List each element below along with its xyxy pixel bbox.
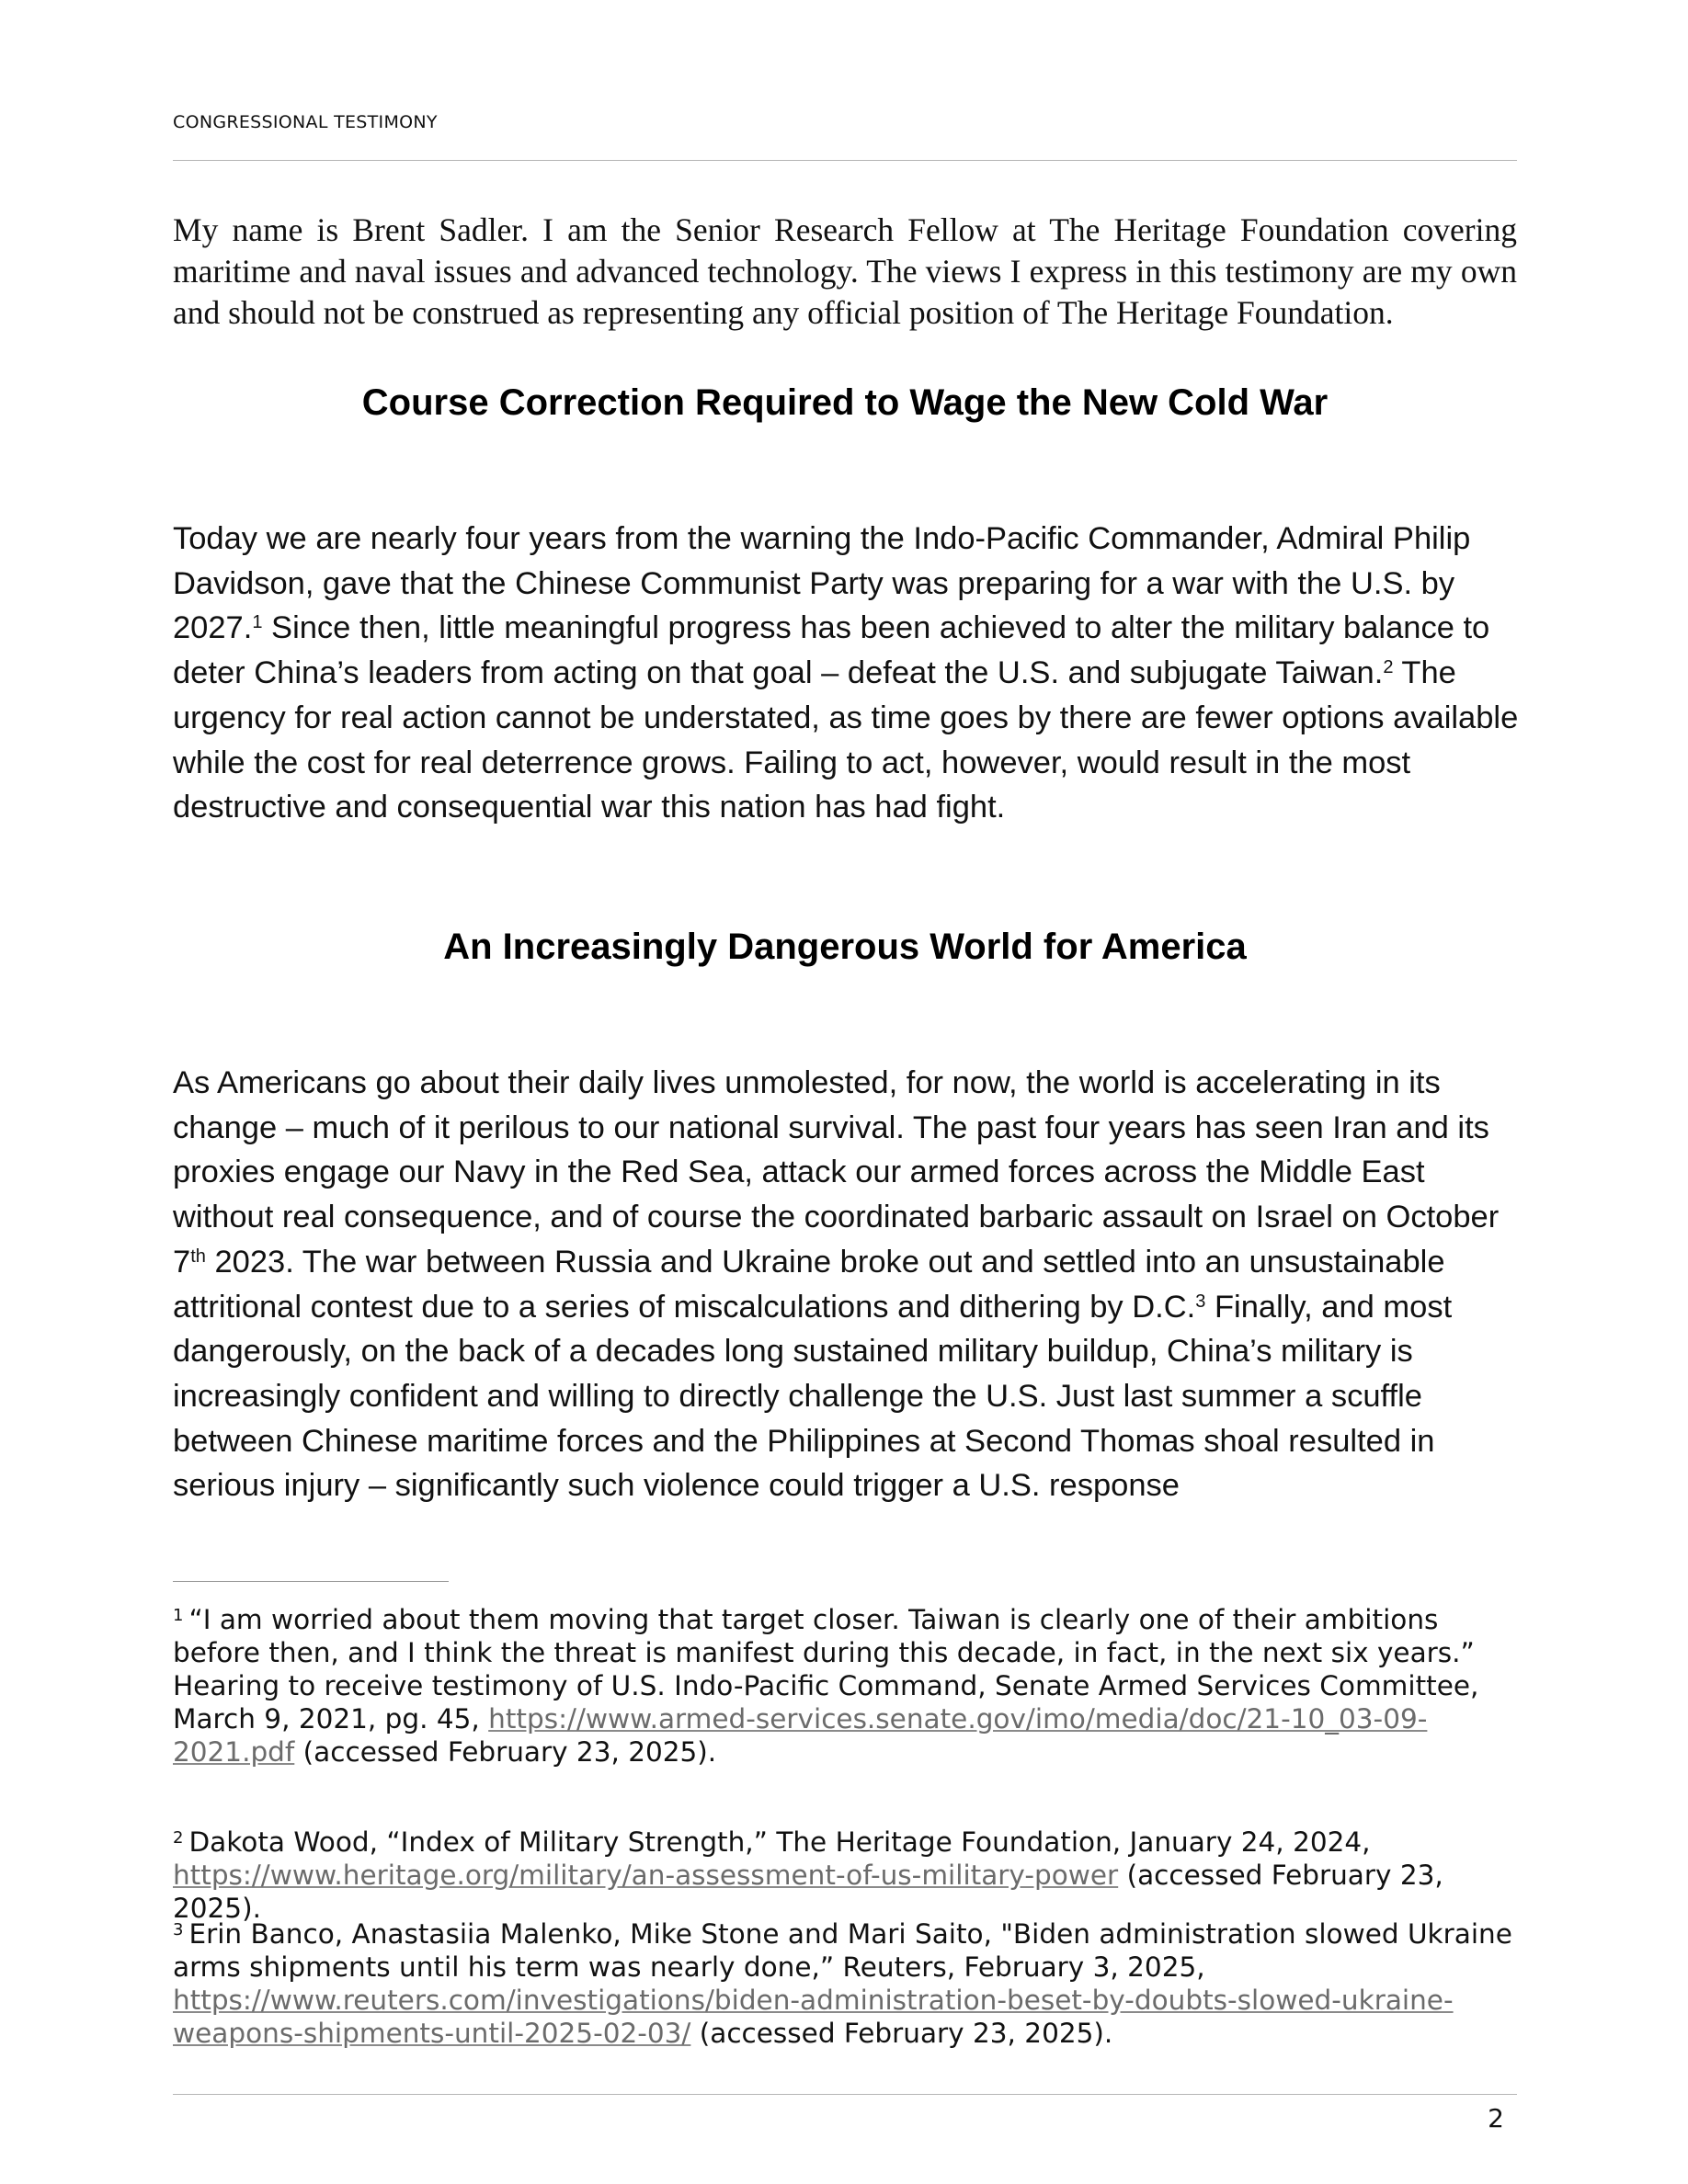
paragraph-text: As Americans go about their daily lives unmolested, for now, the world is accelerating in its change – much of it perilous to our national survival. The past four years has seen Iran and its proxies engage our Navy in the Red Sea, attack our armed forces across the Middle East without real consequence, and of course the coordinated barbaric assault on Israel on October 7 — [173, 1065, 1500, 1280]
footnote-number: 1 — [173, 1606, 184, 1625]
ordinal-suffix: th — [190, 1246, 206, 1267]
footnote-tail: (accessed February 23, 2025). — [173, 1860, 1443, 1924]
running-header: CONGRESSIONAL TESTIMONY — [173, 112, 438, 132]
footer-divider — [173, 2094, 1517, 2095]
footnote-1 — [173, 1603, 1524, 1769]
paragraph-text: Finally, and most dangerously, on the back of a decades long sustained military buildup, China’s military is increasingly confident and willing to directly challenge the U.S. Just last summer a scuffle between Chinese maritime forces and the Philippines at Second Thomas shoal resulted in serious injury – significantly such violence could trigger a U.S. response — [173, 1289, 1453, 1504]
footnote-tail: (accessed February 23, 2025). — [294, 1736, 717, 1768]
section-paragraph-dangerous-world — [173, 1061, 1524, 1508]
footnote-3 — [173, 1917, 1524, 2050]
paragraph-text: 2023. The war between Russia and Ukraine broke out and settled into an unsustainable attritional contest due to a series of miscalculations and dithering by D.C. — [173, 1244, 1445, 1325]
footnote-link[interactable]: https://www.reuters.com/investigations/biden-administration-beset-by-doubts-slowed-ukraine-weapons-shipments-until-2025-02-03/ — [173, 1985, 1454, 2049]
paragraph-text: Today we are nearly four years from the warning the Indo-Pacific Commander, Admiral Philip Davidson, gave that the Chinese Communist Party was preparing for a war with the U.S. by 2027. — [173, 521, 1471, 646]
footnote-2 — [173, 1826, 1524, 1925]
intro-paragraph: My name is Brent Sadler. I am the Senior Research Fellow at The Heritage Foundation covering maritime and naval issues and advanced technology. The views I express in this testimony are my own and should not be construed as representing any official position of The Heritage Foundation. — [173, 211, 1517, 331]
footnote-separator — [173, 1581, 449, 1582]
footnote-text: Erin Banco, Anastasiia Malenko, Mike Stone and Mari Saito, "Biden administration slowed Ukraine arms shipments until his term was nearly done,” Reuters, February 3, 2025, — [173, 1918, 1512, 1983]
paragraph-text: The urgency for real action cannot be understated, as time goes by there are fewer options available while the cost for real deterrence grows. Failing to act, however, would result in the most destructive and consequential war this nation has had fight. — [173, 655, 1519, 825]
footnote-link[interactable]: https://www.heritage.org/military/an-assessment-of-us-military-power — [173, 1860, 1119, 1891]
footnote-number: 3 — [173, 1920, 184, 1939]
footnote-link[interactable]: https://www.armed-services.senate.gov/imo/media/doc/21-10_03-09-2021.pdf — [173, 1703, 1428, 1768]
page-number: 2 — [1488, 2103, 1504, 2133]
footnote-text: “I am worried about them moving that target closer. Taiwan is clearly one of their ambitions before then, and I think the threat is manifest during this decade, in fact, in the next six years.” Hearing to receive testimony of U.S. Indo-Pacific Command, Senate Armed Services Committee, March 9, 2021, pg. 45, — [173, 1604, 1479, 1735]
section-paragraph-course-correction — [173, 517, 1524, 830]
footnote-text: Dakota Wood, “Index of Military Strength,” The Heritage Foundation, January 24, 2024, — [188, 1826, 1371, 1858]
section-heading-course-correction: Course Correction Required to Wage the New Cold War — [361, 382, 1329, 423]
footnote-ref[interactable]: 2 — [1383, 657, 1394, 678]
section-heading-dangerous-world: An Increasingly Dangerous World for America — [443, 927, 1247, 967]
footnote-ref[interactable]: 3 — [1195, 1291, 1206, 1312]
paragraph-text: Since then, little meaningful progress has been achieved to alter the military balance to deter China’s leaders from acting on that goal – defeat the U.S. and subjugate Taiwan. — [173, 610, 1490, 691]
footnote-ref[interactable]: 1 — [252, 612, 263, 633]
header-divider — [173, 160, 1517, 161]
footnote-number: 2 — [173, 1828, 184, 1848]
footnote-tail: (accessed February 23, 2025). — [690, 2018, 1113, 2049]
